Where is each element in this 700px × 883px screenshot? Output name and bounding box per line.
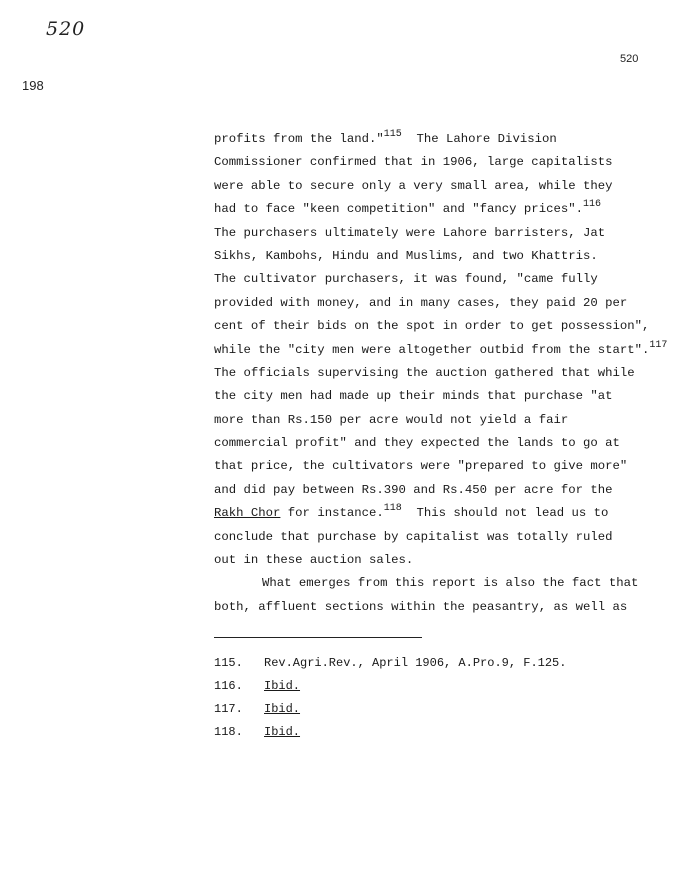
footnote-text: Rev.Agri.Rev., April 1906, A.Pro.9, F.125. bbox=[264, 656, 567, 670]
footnote bbox=[214, 675, 674, 698]
left-page-number: 198 bbox=[22, 78, 44, 93]
text-segment: Commissioner confirmed that in 1906, large capitalists bbox=[214, 155, 613, 170]
text-segment: What emerges from this report is also the fact that bbox=[262, 576, 639, 591]
body-line bbox=[214, 526, 684, 549]
text-segment: The cultivator purchasers, it was found, "came fully bbox=[214, 272, 598, 287]
text-segment: were able to secure only a very small area, while they bbox=[214, 178, 613, 193]
footnote bbox=[214, 652, 674, 675]
body-line bbox=[214, 292, 684, 315]
text-segment: This should not lead us to bbox=[401, 506, 609, 521]
footnote bbox=[214, 721, 674, 744]
footnote-reference: 118 bbox=[383, 503, 402, 515]
text-segment: out in these auction sales. bbox=[214, 553, 414, 568]
footnotes bbox=[214, 652, 674, 744]
body-line bbox=[214, 222, 684, 245]
underlined-text: Rakh Chor bbox=[214, 506, 281, 521]
body-line bbox=[214, 198, 684, 221]
body-line bbox=[214, 128, 684, 151]
body-line bbox=[214, 362, 684, 385]
text-segment: that price, the cultivators were "prepared to give more" bbox=[214, 459, 628, 474]
footnote-number: 116. bbox=[214, 679, 243, 693]
text-segment: provided with money, and in many cases, they paid 20 per bbox=[214, 295, 628, 310]
body-line bbox=[214, 409, 684, 432]
text-segment: conclude that purchase by capitalist was totally ruled bbox=[214, 529, 613, 544]
text-segment: had to face "keen competition" and "fancy prices". bbox=[214, 202, 583, 217]
footnote-number: 117. bbox=[214, 702, 243, 716]
body-line bbox=[214, 432, 684, 455]
text-segment: while the "city men were altogether outbid from the start". bbox=[214, 342, 650, 357]
text-segment: The officials supervising the auction gathered that while bbox=[214, 365, 635, 380]
handwritten-page-number: 520 bbox=[46, 18, 86, 40]
footnote-reference: 116 bbox=[582, 199, 601, 211]
text-segment: The Lahore Division bbox=[401, 132, 557, 146]
footnote-text: Ibid. bbox=[264, 702, 301, 716]
body-line bbox=[214, 268, 684, 291]
footnote-number: 118. bbox=[214, 725, 243, 739]
text-segment: more than Rs.150 per acre would not yield a fair bbox=[214, 412, 569, 427]
text-segment: both, affluent sections within the peasantry, as well as bbox=[214, 599, 628, 614]
text-segment: cent of their bids on the spot in order to get possession", bbox=[214, 319, 650, 334]
footnote-divider bbox=[214, 637, 422, 638]
footnote-number: 115. bbox=[214, 656, 243, 670]
text-segment: the city men had made up their minds that purchase "at bbox=[214, 389, 613, 404]
body-line bbox=[214, 479, 684, 502]
body-line bbox=[214, 245, 684, 268]
text-segment: commercial profit" and they expected the lands to go at bbox=[214, 436, 620, 451]
footnote-text: Ibid. bbox=[264, 679, 301, 693]
body-line bbox=[214, 175, 684, 198]
body-line bbox=[214, 455, 684, 478]
footnote bbox=[214, 698, 674, 721]
right-page-number: 520 bbox=[620, 53, 639, 65]
text-segment: Sikhs, Kambohs, Hindu and Muslims, and two Khattris. bbox=[214, 248, 598, 263]
body-line bbox=[214, 596, 684, 619]
body-line bbox=[214, 151, 684, 174]
footnote-reference: 115 bbox=[383, 129, 402, 140]
body-line bbox=[214, 502, 684, 525]
body-text bbox=[214, 128, 684, 619]
footnote-reference: 117 bbox=[649, 339, 668, 351]
text-segment: The purchasers ultimately were Lahore barristers, Jat bbox=[214, 225, 606, 240]
text-segment: for instance. bbox=[280, 506, 384, 521]
body-line bbox=[214, 572, 684, 595]
body-line bbox=[214, 385, 684, 408]
body-line bbox=[214, 315, 684, 338]
body-line bbox=[214, 339, 684, 362]
text-segment: and did pay between Rs.390 and Rs.450 per acre for the bbox=[214, 482, 613, 497]
body-line bbox=[214, 549, 684, 572]
footnote-text: Ibid. bbox=[264, 725, 301, 739]
text-segment: profits from the land." bbox=[214, 132, 384, 146]
